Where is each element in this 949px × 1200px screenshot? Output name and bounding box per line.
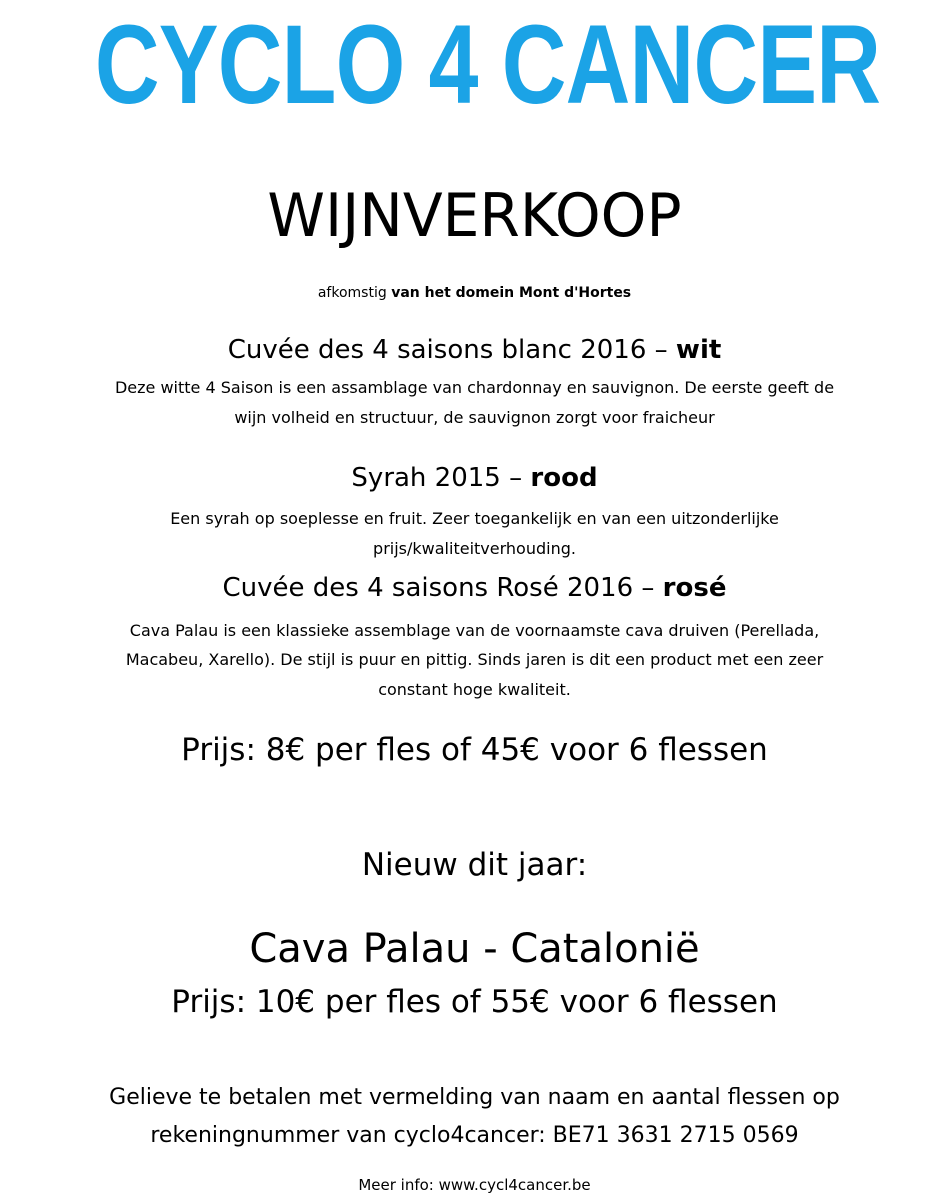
wine-name-text: Cuvée des 4 saisons blanc 2016 – [227,335,668,365]
origin-prefix: afkomstig [317,285,387,301]
wine-name-text: Cuvée des 4 saisons Rosé 2016 – [222,573,655,603]
wine-name-rose [0,572,949,604]
wine-description-line: Deze witte 4 Saison is een assamblage van chardonnay en sauvignon. De eerste geeft de [114,378,835,397]
wine-description-line: constant hoge kwaliteit. [378,680,571,699]
new-product: Cava Palau - Catalonië [249,926,700,972]
price-main: Prijs: 8€ per fles of 45€ voor 6 flessen [181,732,768,768]
wine-name-text: Syrah 2015 – [351,463,523,493]
price-new: Prijs: 10€ per fles of 55€ voor 6 flessen [171,984,778,1020]
wine-description-line: Een syrah op soeplesse en fruit. Zeer toegankelijk en van een uitzonderlijke [170,509,779,528]
page-title: WIJNVERKOOP [267,181,682,251]
wine-description-line: wijn volheid en structuur, de sauvignon zorgt voor fraicheur [234,408,715,427]
origin-line [0,283,949,303]
wine-color: rosé [662,573,727,603]
payment-line: Gelieve te betalen met vermelding van naam en aantal flessen op [109,1085,840,1110]
wine-description-line: Macabeu, Xarello). De stijl is puur en pittig. Sinds jaren is dit een product met een zeer [125,650,824,669]
origin-domain: van het domein Mont d'Hortes [391,285,632,301]
brand-title: CYCLO 4 CANCER [94,2,881,127]
wine-description-line: Cava Palau is een klassieke assemblage van de voornaamste cava druiven (Perellada, [129,621,820,640]
new-heading: Nieuw dit jaar: [361,847,588,883]
wine-name-blanc [0,334,949,366]
more-info: Meer info: www.cycl4cancer.be [358,1176,591,1194]
wine-description-line: prijs/kwaliteitverhouding. [373,539,576,558]
wine-color: wit [675,335,722,365]
payment-line-account: rekeningnummer van cyclo4cancer: BE71 3631 2715 0569 [150,1123,799,1148]
wine-name-syrah [0,462,949,494]
wine-color: rood [530,463,598,493]
